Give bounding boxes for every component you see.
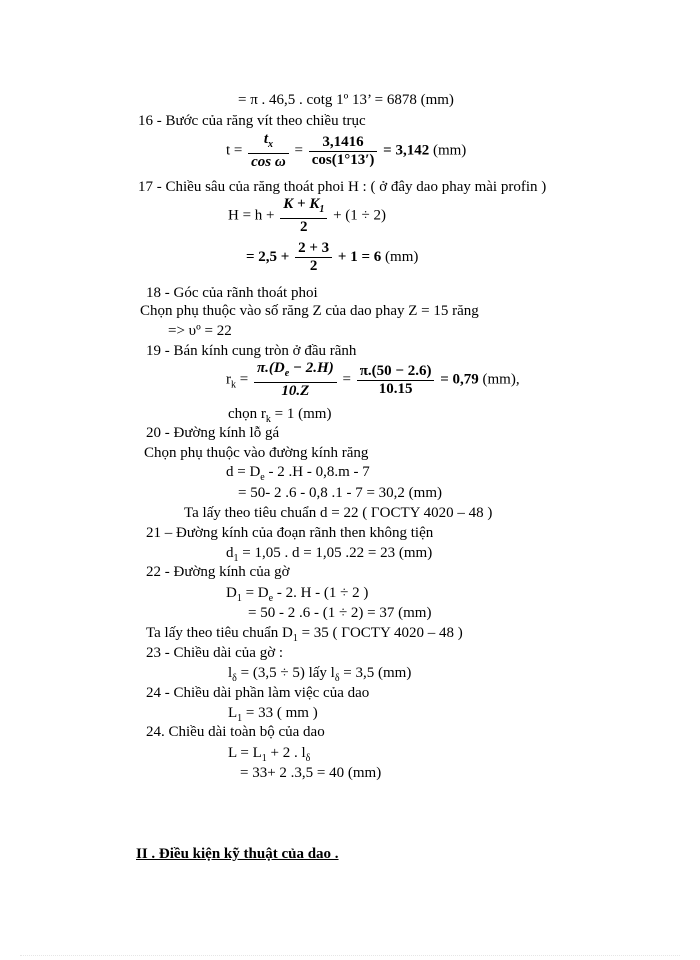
text-part: - 2 .H - 0,8.m - 7 [264, 464, 370, 480]
subscript: k [231, 379, 236, 391]
text-part: d [226, 545, 234, 561]
text-part: = 35 ( ΓOCTY 4020 – 48 ) [297, 625, 463, 641]
item-24-title: 24 - Chiều dài phần làm việc của dao [146, 685, 370, 701]
eq-lhs: = 2,5 + [246, 248, 294, 265]
equation-16 [226, 131, 466, 171]
subscript: 1 [319, 204, 325, 215]
numerator: t [263, 131, 269, 147]
subscript: 1 [237, 713, 243, 724]
text-line: Ta lấy theo tiêu chuẩn d = 22 ( ΓOCTY 4020 – 48 ) [184, 505, 493, 521]
eq-rhs: + (1 ÷ 2) [333, 207, 387, 224]
subscript: δ [232, 673, 237, 684]
subscript: e [268, 593, 274, 604]
fraction [309, 134, 378, 169]
numerator: 3,1416 [309, 134, 378, 152]
unit: (mm), [482, 371, 520, 388]
denominator: 2 [300, 219, 308, 235]
numerator: π.(D [256, 360, 285, 376]
text-part: + 2 . l [266, 745, 306, 761]
text-part: L = L [228, 745, 262, 761]
fraction [248, 131, 289, 171]
text-part: = 3,5 (mm) [339, 665, 412, 681]
eq-result: = 3,142 [383, 142, 430, 159]
text-line: Chọn phụ thuộc vào đường kính răng [144, 445, 369, 461]
text-line: = 50- 2 .6 - 0,8 .1 - 7 = 30,2 (mm) [238, 485, 442, 501]
subscript: 1 [261, 753, 267, 764]
denominator: cos ω [251, 154, 286, 170]
unit: (mm) [385, 248, 419, 265]
denominator: cos(1°13′) [311, 151, 375, 168]
text-line: Chọn phụ thuộc vào số răng Z của dao phay Z = 15 răng [140, 303, 479, 319]
text-part: D [226, 585, 237, 601]
text-part: l [228, 665, 233, 681]
subscript: 1 [233, 553, 239, 564]
text-part: = 33 ( mm ) [242, 705, 318, 721]
section-heading: II . Điều kiện kỹ thuật của dao . [136, 846, 339, 862]
eq-lhs: H = h + [228, 207, 279, 224]
equation-17b [246, 240, 418, 275]
item-19-title: 19 - Bán kính cung tròn ở đầu rãnh [146, 343, 357, 359]
text-line: => υº = 22 [168, 323, 232, 339]
eq-result: + 1 = 6 [337, 248, 382, 265]
text-part: Ta lấy theo tiêu chuẩn D [146, 625, 293, 641]
item-20-title: 20 - Đường kính lỗ gá [146, 425, 280, 441]
text-line: = 33+ 2 .3,5 = 40 (mm) [240, 765, 382, 781]
denominator: 2 [309, 258, 318, 274]
subscript: 1 [236, 593, 242, 604]
item-24b-title: 24. Chiều dài toàn bộ của dao [146, 724, 325, 740]
fraction [254, 360, 337, 400]
equation-17a [228, 196, 386, 236]
item-22-title: 22 - Đường kính của gờ [146, 564, 290, 580]
subscript: e [284, 368, 290, 379]
subscript: e [260, 472, 265, 483]
subscript: δ [305, 753, 311, 764]
item-17-title: 17 - Chiều sâu của răng thoát phoi H : ( ở đây dao phay mài profin ) [138, 179, 547, 195]
eq-sign: = [294, 142, 307, 159]
subscript: δ [334, 673, 340, 684]
item-16-title: 16 - Bước của răng vít theo chiều trục [138, 113, 366, 129]
text-part: d = D [226, 464, 261, 480]
eq-result: = 0,79 [440, 371, 479, 388]
subscript: x [268, 139, 274, 150]
item-21-title: 21 – Đường kính của đoạn rãnh then không tiện [146, 525, 434, 541]
eq-lhs: r [226, 371, 231, 388]
denominator: 10.Z [281, 383, 310, 399]
unit: (mm) [432, 142, 467, 159]
subscript: 1 [292, 633, 298, 644]
fraction [295, 240, 332, 275]
text-part: - 2. H - (1 ÷ 2 ) [273, 585, 369, 601]
subscript: k [265, 414, 271, 425]
numerator: 2 + 3 [295, 240, 332, 258]
text-part: L [228, 705, 238, 721]
text-part: chọn r [228, 406, 266, 422]
item-18-title: 18 - Góc của rãnh thoát phoi [146, 285, 318, 301]
numerator-tail: − 2.H) [289, 360, 334, 376]
text-part: = 1 (mm) [270, 406, 332, 422]
item-23-title: 23 - Chiều dài của gờ : [146, 645, 284, 661]
numerator: π.(50 − 2.6) [357, 363, 435, 381]
eq-sign: = [342, 371, 355, 388]
eq-lhs: t = [226, 142, 247, 159]
fraction [357, 363, 435, 398]
text-part: = 1,05 . d = 1,05 .22 = 23 (mm) [238, 545, 433, 561]
text-part: = (3,5 ÷ 5) lấy l [236, 665, 335, 681]
text-line: = π . 46,5 . cotg 1º 13’ = 6878 (mm) [238, 92, 454, 108]
denominator: 10.15 [378, 380, 413, 397]
text-part: = D [241, 585, 269, 601]
numerator: K + K [283, 196, 320, 212]
page-edge-divider [20, 955, 680, 956]
text-line: = 50 - 2 .6 - (1 ÷ 2) = 37 (mm) [248, 605, 432, 621]
eq-sign: = [239, 371, 252, 388]
equation-19 [226, 360, 520, 400]
fraction [280, 196, 327, 236]
